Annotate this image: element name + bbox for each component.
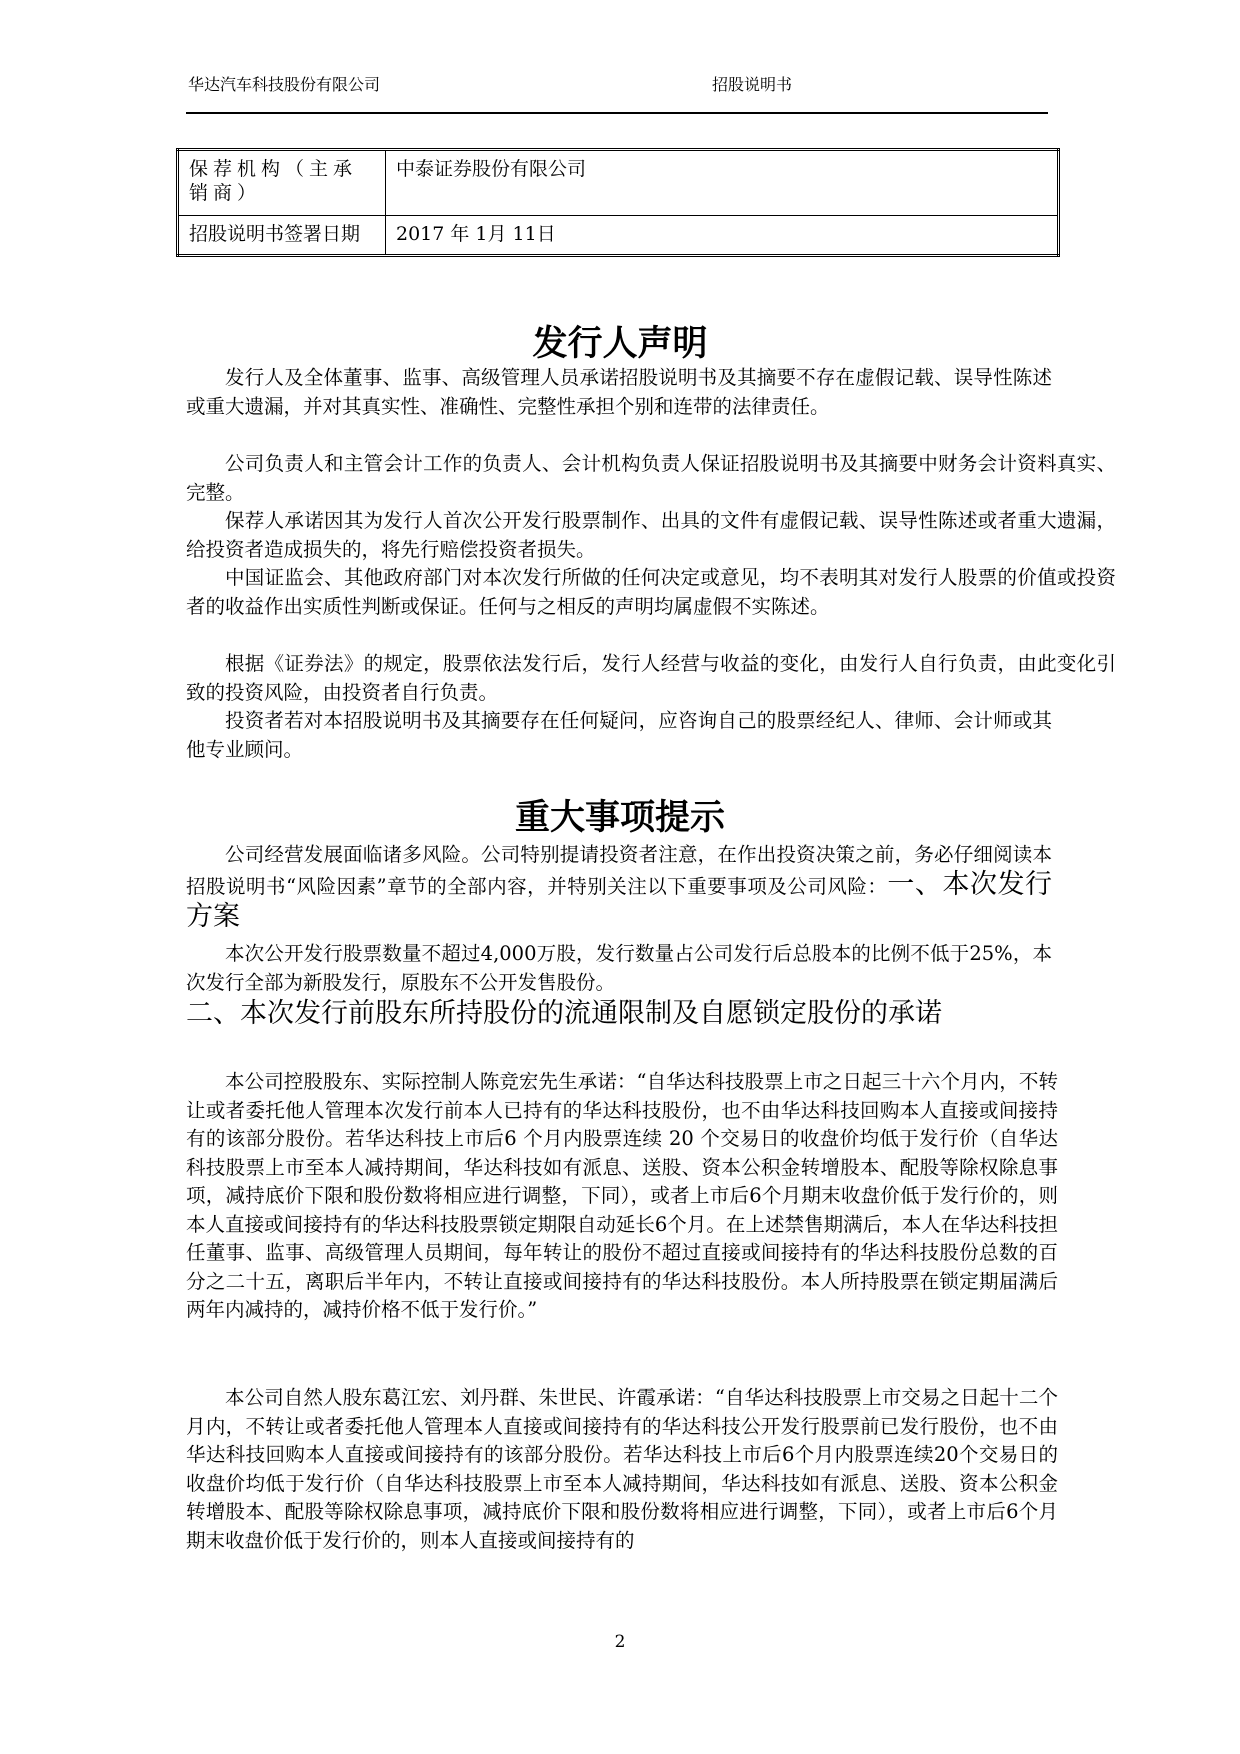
statement-paragraph: 保荐人承诺因其为发行人首次公开发行股票制作、出具的文件有虚假记载、误导性陈述或者重大遗漏，给投资者造成损失的，将先行赔偿投资者损失。 (186, 509, 1116, 561)
table-value: 中泰证券股份有限公司 (386, 150, 1059, 216)
statement-paragraph: 中国证监会、其他政府部门对本次发行所做的任何决定或意见，均不表明其对发行人股票的价值或投资者的收益作出实质性判断或保证。任何与之相反的声明均属虚假不实陈述。 (186, 566, 1116, 618)
table-row (178, 216, 1059, 256)
header-divider (186, 112, 1048, 114)
section-1-heading: 一、本次发行方案 (186, 869, 1052, 932)
section-2-heading: 二、本次发行前股东所持股份的流通限制及自愿锁定股份的承诺 (186, 998, 942, 1029)
table-label: 招股说明书签署日期 (178, 216, 386, 256)
major-matters-title: 重大事项提示 (514, 798, 725, 838)
section-1-text: 本次公开发行股票数量不超过4,000万股，发行数量占公司发行后总股本的比例不低于25%，本次发行全部为新股发行，原股东不公开发售股份。 (186, 942, 1052, 994)
header-company: 华达汽车科技股份有限公司 (188, 75, 381, 94)
statement-paragraph: 发行人及全体董事、监事、高级管理人员承诺招股说明书及其摘要不存在虚假记载、误导性陈述或重大遗漏，并对其真实性、准确性、完整性承担个别和连带的法律责任。 (186, 366, 1052, 418)
page-number: 2 (614, 1632, 626, 1652)
issuance-info-table (176, 148, 1060, 257)
statement-paragraph: 公司负责人和主管会计工作的负责人、会计机构负责人保证招股说明书及其摘要中财务会计资料真实、完整。 (186, 452, 1116, 504)
intro-text: 公司经营发展面临诸多风险。公司特别提请投资者注意，在作出投资决策之前，务必仔细阅读本招股说明书“风险因素”章节的全部内容，并特别关注以下重要事项及公司风险： (186, 843, 1052, 898)
table-label: 保荐机构（主承销商） (178, 150, 386, 216)
statement-paragraph: 根据《证券法》的规定，股票依法发行后，发行人经营与收益的变化，由发行人自行负责，由此变化引致的投资风险，由投资者自行负责。 (186, 652, 1116, 704)
section-2-paragraph: 本公司控股股东、实际控制人陈竞宏先生承诺：“自华达科技股票上市之日起三十六个月内，不转让或者委托他人管理本次发行前本人已持有的华达科技股份，也不由华达科技回购本人直接或间接持有的该部分股份。若华达科技上市后6 个月内股票连续 20 个交易日的收盘价均低于发行价（自华达科技股票上市至本人减持期间，华达科技如有派息、送股、资本公积金转增股本、配股等除权除息事项，减持底价下限和股份数将相应进行调整，下同），或者上市后6个月期末收盘价低于发行价的，则本人直接或间接持有的华达科技股票锁定期限自动延长6个月。在上述禁售期满后，本人在华达科技担任董事、监事、高级管理人员期间，每年转让的股份不超过直接或间接持有的华达科技股份总数的百分之二十五，离职后半年内，不转让直接或间接持有的华达科技股份。本人所持股票在锁定期届满后两年内减持的，减持价格不低于发行价。” (186, 1070, 1058, 1321)
statement-paragraph: 投资者若对本招股说明书及其摘要存在任何疑问，应咨询自己的股票经纪人、律师、会计师或其他专业顾问。 (186, 709, 1052, 761)
section-2-paragraph: 本公司自然人股东葛江宏、刘丹群、朱世民、许霞承诺：“自华达科技股票上市交易之日起十二个月内，不转让或者委托他人管理本人直接或间接持有的华达科技公开发行股票前已发行股份，也不由华达科技回购本人直接或间接持有的该部分股份。若华达科技上市后6个月内股票连续20个交易日的收盘价均低于发行价（自华达科技股票上市至本人减持期间，华达科技如有派息、送股、资本公积金转增股本、配股等除权除息事项，减持底价下限和股份数将相应进行调整，下同），或者上市后6个月期末收盘价低于发行价的，则本人直接或间接持有的 (186, 1386, 1058, 1552)
table-value: 2017 年 1月 11日 (386, 216, 1059, 256)
table-row (178, 150, 1059, 216)
issuer-statement-title: 发行人声明 (532, 324, 708, 364)
major-matters-intro (186, 840, 1052, 934)
header-doc-title: 招股说明书 (712, 75, 793, 94)
